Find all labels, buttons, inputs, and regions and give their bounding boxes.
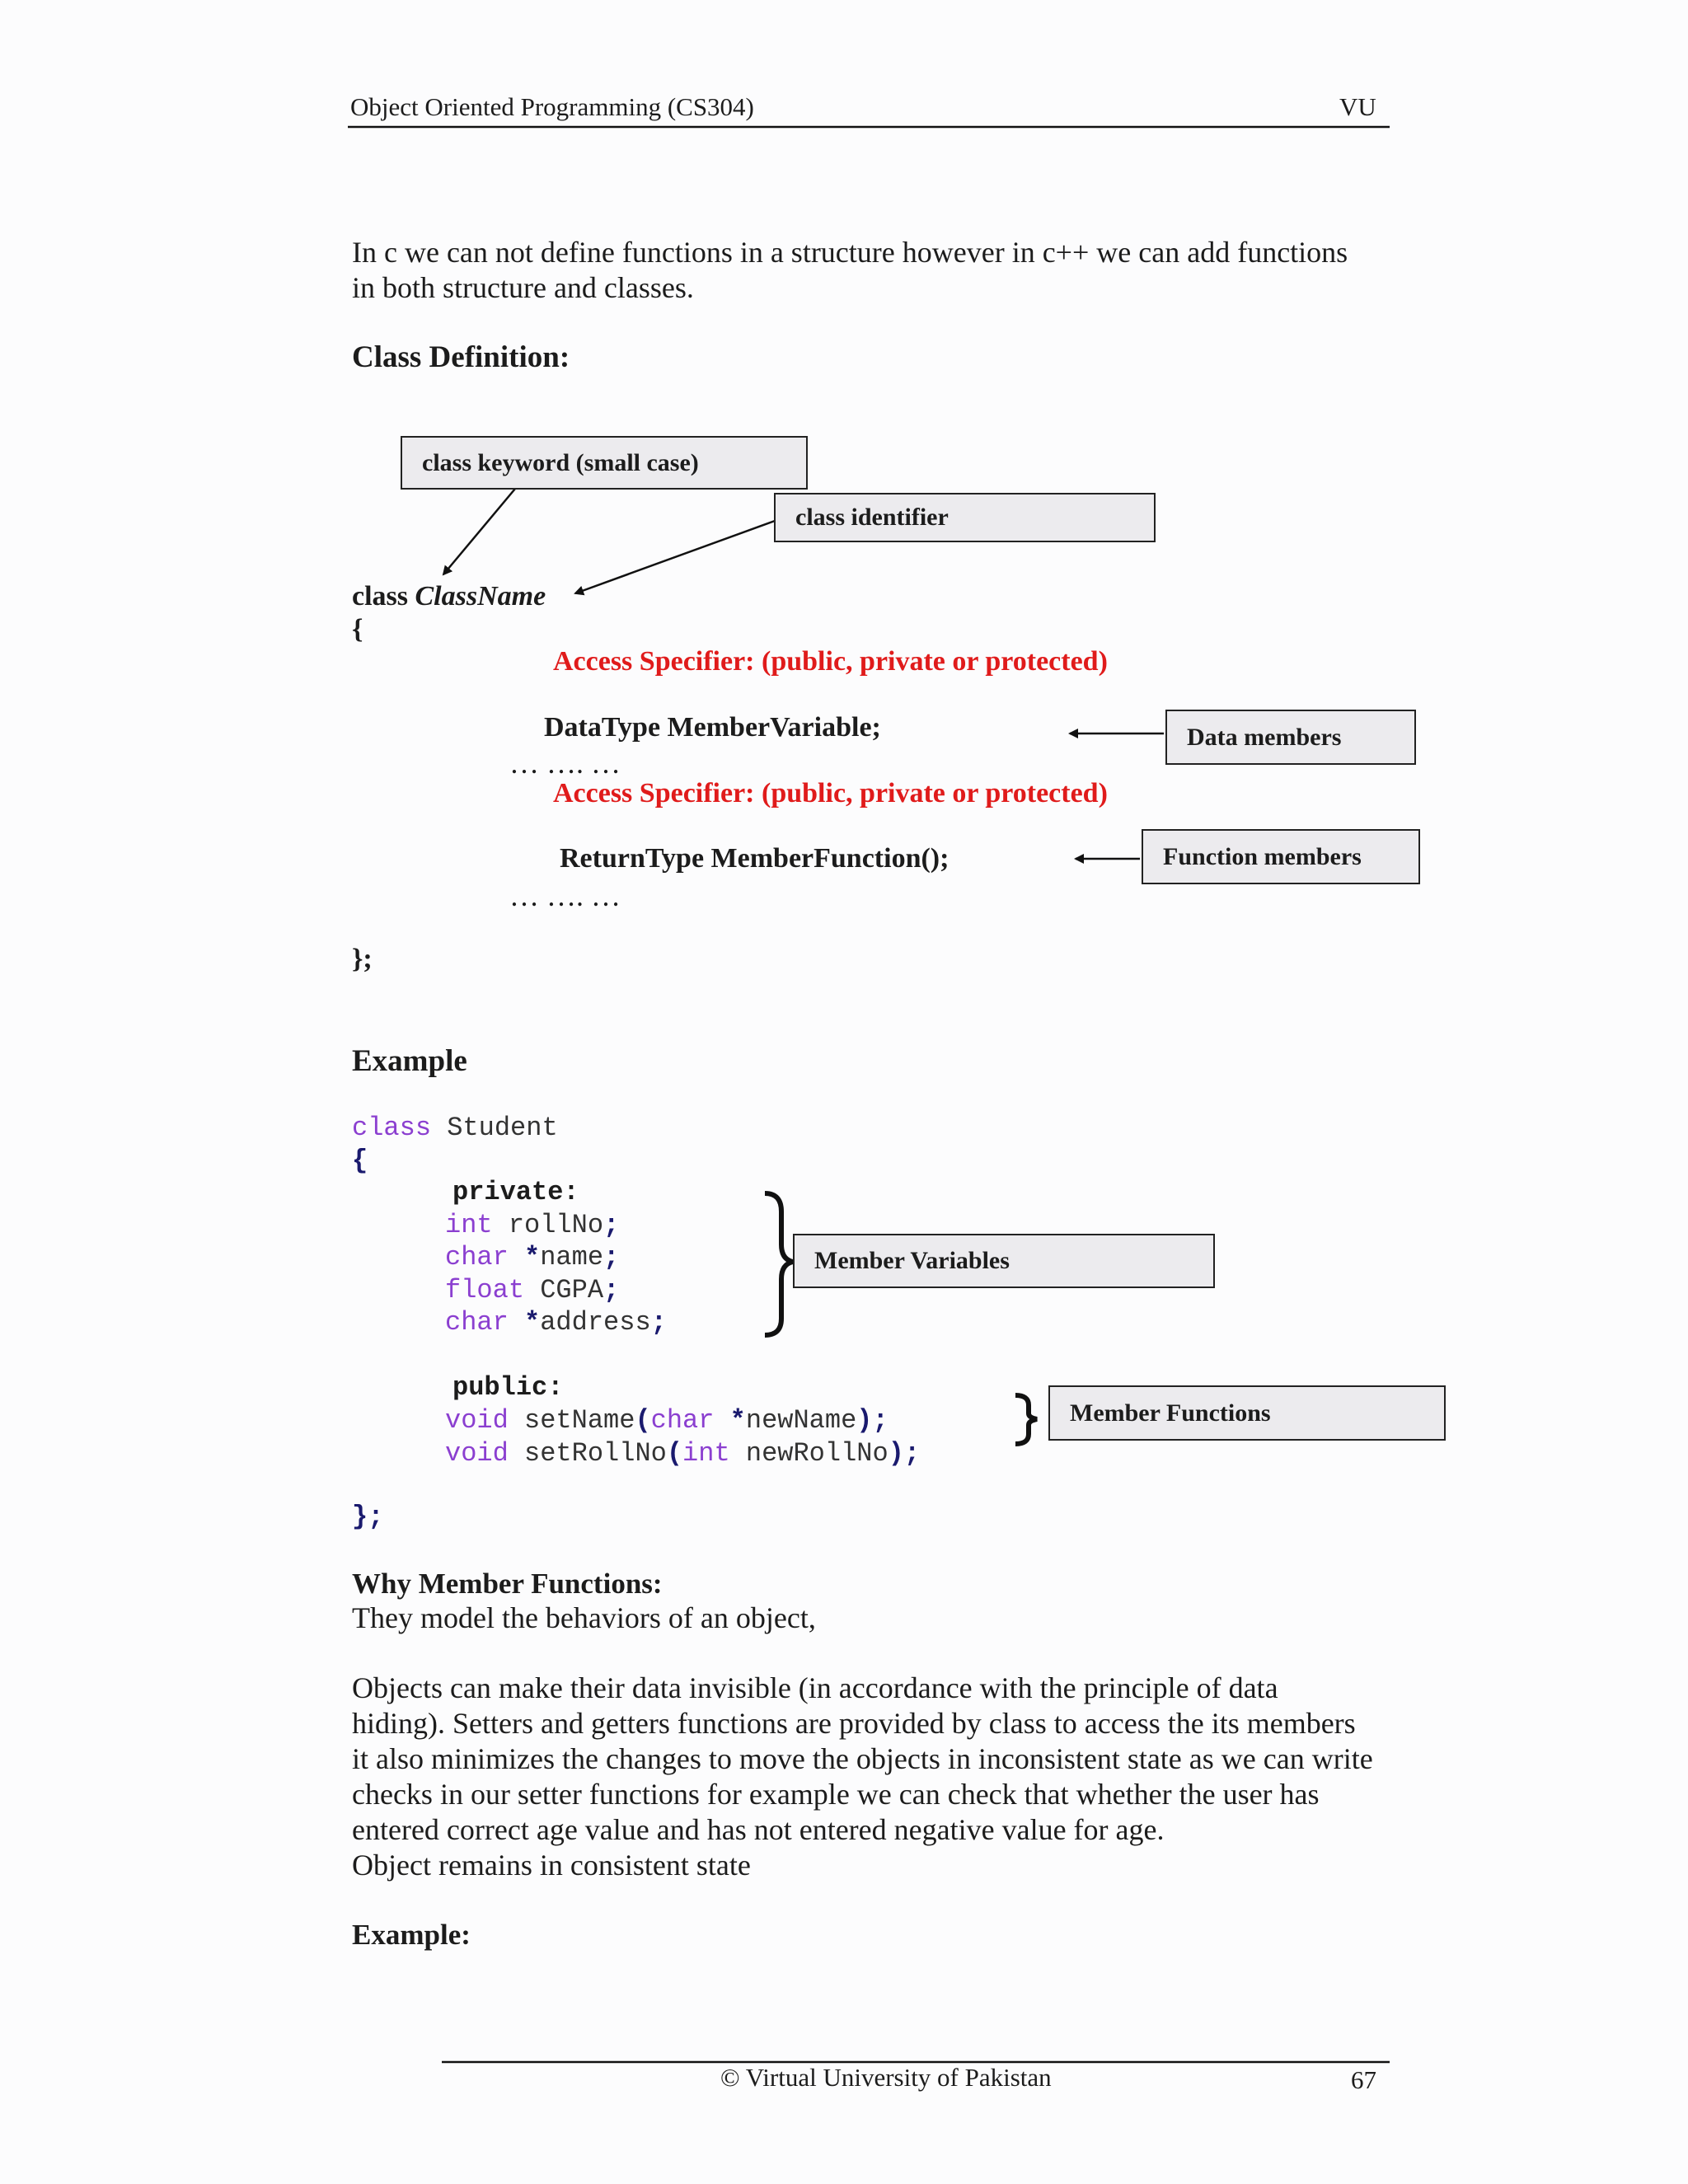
arrow-identifier (575, 521, 775, 593)
code-public: public (452, 1372, 548, 1403)
code-fn-param-name: newName (745, 1405, 857, 1436)
code-fn-paren-open: ( (635, 1405, 651, 1436)
class-definition-heading: Class Definition: (352, 340, 570, 374)
why-line-1: They model the behaviors of an object, (352, 1601, 816, 1634)
why-heading: Why Member Functions: (352, 1568, 663, 1600)
code-fn-ret: void (445, 1405, 509, 1436)
code-fn-param-type: int (682, 1438, 730, 1469)
code-fn-param-name: newRollNo (729, 1438, 889, 1469)
code-var-end: ; (603, 1210, 620, 1240)
code-fn-paren-open: ( (666, 1438, 683, 1469)
open-brace: { (352, 614, 363, 644)
code-class-name: Student (447, 1113, 558, 1143)
code-fn-line (445, 1438, 920, 1469)
brace-member-variables (765, 1193, 793, 1335)
brace-member-functions (1015, 1395, 1037, 1444)
code-var-name: rollNo (492, 1210, 604, 1240)
code-var-line (445, 1242, 619, 1272)
why-para-line: Object remains in consistent state (352, 1849, 751, 1882)
box-data-members: Data members (1165, 710, 1416, 765)
access-specifier-1: Access Specifier: (public, private or protected) (553, 646, 1108, 677)
code-private-colon: : (563, 1177, 579, 1207)
ellipsis-2: … …. … (509, 879, 621, 912)
code-var-type: char (445, 1242, 509, 1272)
code-fn-paren-close: ); (888, 1438, 921, 1469)
code-var-name: name (540, 1242, 604, 1272)
code-fn-name: setRollNo (508, 1438, 667, 1469)
class-declaration (352, 581, 546, 612)
code-var-end: ; (603, 1275, 620, 1305)
box-member-variables: Member Variables (793, 1234, 1215, 1288)
code-var-type: int (445, 1210, 493, 1240)
code-fn-paren-close: ); (856, 1405, 889, 1436)
member-function: ReturnType MemberFunction(); (560, 843, 950, 874)
code-close-brace: }; (352, 1502, 384, 1532)
access-specifier-2: Access Specifier: (public, private or protected) (553, 778, 1108, 808)
box-class-identifier: class identifier (774, 493, 1156, 542)
example-heading: Example (352, 1044, 467, 1078)
intro-line-1: In c we can not define functions in a structure however in c++ we can add functions (352, 236, 1348, 269)
class-name: ClassName (415, 581, 546, 612)
box-member-functions: Member Functions (1048, 1385, 1446, 1441)
example2-heading: Example: (352, 1919, 471, 1951)
close-brace: }; (352, 944, 373, 974)
code-kw-class: class (352, 1113, 432, 1143)
code-var-type: float (445, 1275, 525, 1305)
code-var-star: * (508, 1307, 541, 1338)
header-course: Object Oriented Programming (CS304) (350, 92, 754, 121)
code-fn-name: setName (508, 1405, 635, 1436)
footer-copyright: © Virtual University of Pakistan (720, 2063, 1052, 2092)
code-var-line (445, 1210, 619, 1240)
header-institution: VU (1339, 92, 1376, 121)
code-public-label (452, 1372, 563, 1403)
why-para-line: checks in our setter functions for example we can check that whether the user has (352, 1778, 1320, 1811)
code-public-colon: : (547, 1372, 564, 1403)
box-class-keyword: class keyword (small case) (401, 436, 808, 490)
code-class-line (352, 1113, 558, 1143)
code-fn-param-star: * (714, 1405, 746, 1436)
code-fn-param-type: char (650, 1405, 715, 1436)
member-variable: DataType MemberVariable; (544, 712, 881, 743)
box-function-members: Function members (1142, 829, 1420, 884)
code-var-type: char (445, 1307, 509, 1338)
class-keyword: class (352, 581, 408, 612)
why-para-line: entered correct age value and has not entered negative value for age. (352, 1813, 1165, 1846)
why-para-line: it also minimizes the changes to move the objects in inconsistent state as we can write (352, 1742, 1373, 1775)
why-para-line: Objects can make their data invisible (in accordance with the principle of data (352, 1671, 1278, 1704)
code-var-end: ; (650, 1307, 667, 1338)
code-open-brace: { (352, 1146, 368, 1176)
why-para-line: hiding). Setters and getters functions are provided by class to access the its members (352, 1707, 1356, 1740)
code-var-end: ; (603, 1242, 620, 1272)
code-fn-line (445, 1405, 889, 1436)
arrow-keyword (443, 489, 515, 574)
code-fn-ret: void (445, 1438, 509, 1469)
code-var-name: address (540, 1307, 651, 1338)
footer-page-number: 67 (1351, 2065, 1376, 2094)
code-private-label (452, 1177, 579, 1207)
code-private: private (452, 1177, 564, 1207)
ellipsis-1: … …. … (509, 747, 621, 780)
code-var-line (445, 1307, 667, 1338)
code-var-name: CGPA (524, 1275, 604, 1305)
code-var-star: * (508, 1242, 541, 1272)
intro-line-2: in both structure and classes. (352, 271, 694, 304)
code-var-line (445, 1275, 619, 1305)
